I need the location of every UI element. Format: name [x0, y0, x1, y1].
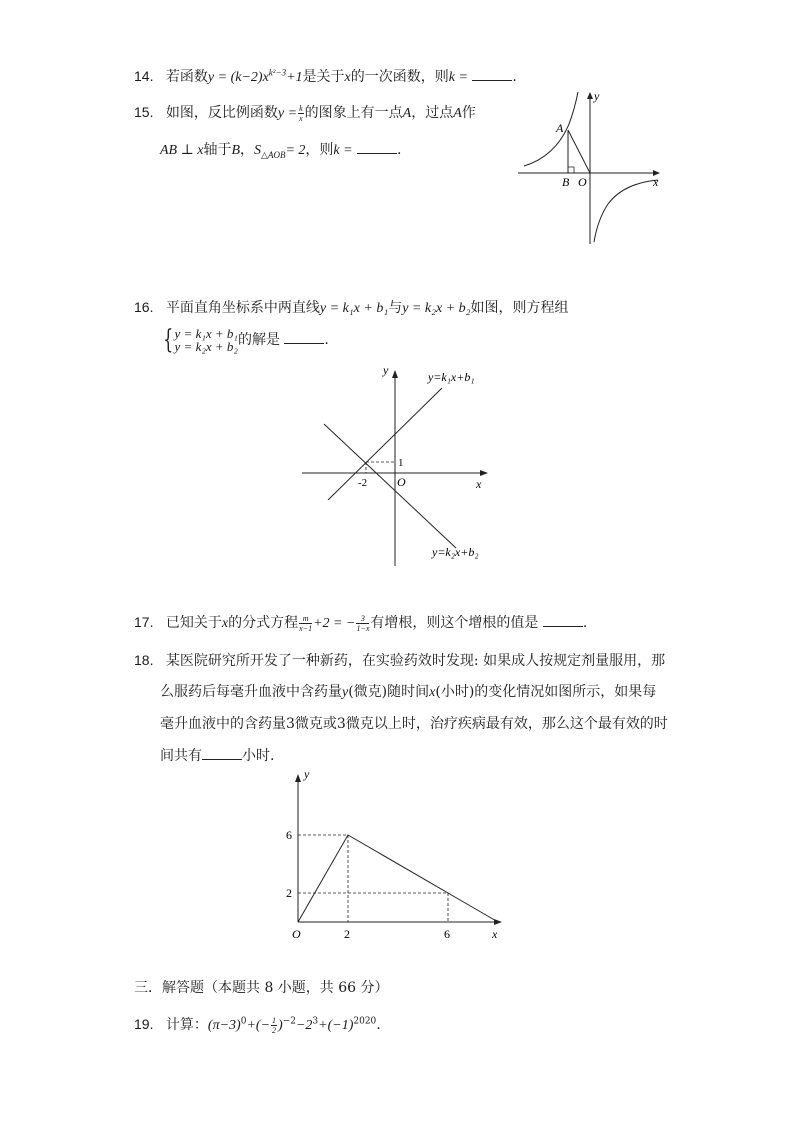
question-16-line-1: 16. 平面直角坐标系中两直线y = k₁x + b₁与y = k₂x + b₂如图，则方程组 — [134, 299, 569, 316]
x-tick-label: 6 — [444, 927, 450, 941]
label-a: A — [556, 121, 564, 135]
label-o: O — [397, 475, 406, 489]
y-tick-label: 6 — [286, 828, 292, 842]
q15-figure — [514, 86, 674, 246]
segment-ao — [568, 130, 590, 173]
axis-label-y: y — [304, 767, 310, 781]
label-y: y — [594, 89, 600, 103]
fraction: $\frac{1}{2}$ — [272, 1015, 277, 1035]
answer-blank — [472, 66, 512, 81]
label-line-2: y=k₂x+b₂ — [432, 545, 479, 559]
x-tick-label: 2 — [344, 927, 350, 941]
label-line-1: y=k₁x+b₁ — [428, 370, 475, 384]
y-axis-arrow — [587, 92, 593, 99]
answer-blank — [284, 329, 324, 344]
hyperbola-left-branch — [524, 92, 578, 166]
origin-label: O — [292, 927, 301, 941]
answer-blank — [202, 745, 242, 760]
fraction: $\frac{m}{x-1}$ — [299, 613, 313, 633]
question-15-line-2: AB ⊥ x轴于B，$S_{\triangle AOB}= 2$，则k = . — [160, 139, 402, 161]
x-axis-arrow — [480, 470, 488, 476]
question-18-line-2: 么服药后每毫升血液中含药量y(微克)随时间x(小时)的变化情况如图所示，如果每 — [160, 684, 657, 700]
label-minus-2: -2 — [358, 477, 368, 489]
label-1: 1 — [398, 457, 404, 469]
question-number: 16. — [134, 299, 154, 315]
fraction: $\frac{3}{1-x}$ — [356, 613, 370, 633]
right-angle-mark — [568, 167, 574, 173]
question-16-line-2: { y = k₁x + b₁ y = k₂x + b₂ 的解是 . — [163, 325, 329, 355]
answer-blank — [543, 612, 583, 627]
equation-system: y = k₁x + b₁ y = k₂x + b₂ — [174, 326, 238, 354]
question-17: 17. 已知关于x的分式方程 $\frac{m}{x-1}$ +2 = − $\frac{3}{1-x}$ 有增根，则这个增根的值是 . — [134, 613, 588, 633]
q18-chart — [280, 768, 510, 948]
label-x: x — [476, 477, 482, 491]
question-19: 19. 计算：$(\pi-3)^0+(-$ $\frac{1}{2}$ )$^{-2}-2^3+(-1)^{2020}$. — [134, 1015, 381, 1035]
hyperbola-right-branch — [594, 180, 658, 242]
label-o: O — [578, 175, 587, 189]
question-18-line-1: 18. 某医院研究所开发了一种新药，在实验药效时发现: 如果成人按规定剂量服用，那 — [134, 652, 666, 669]
y-axis-arrow — [392, 370, 398, 378]
question-14: 14. 若函数$y = (k-2)x^{k^2-3}+1$是关于x的一次函数，则k = . — [134, 67, 517, 85]
question-number: 17. — [134, 614, 154, 630]
q16-figure — [300, 362, 500, 572]
question-number: 19. — [134, 1016, 154, 1032]
fraction: $\frac{k}{x}$ — [299, 103, 303, 123]
question-number: 18. — [134, 652, 154, 668]
question-number: 14. — [134, 68, 154, 84]
question-18-line-3: 毫升血液中的含药量3微克或3微克以上时，治疗疾病最有效，那么这个最有效的时 — [160, 716, 668, 732]
answer-blank — [357, 139, 397, 154]
series-line — [298, 835, 498, 922]
label-x: x — [653, 175, 659, 189]
section-3-title: 三．解答题（本题共 8 小题，共 66 分） — [134, 980, 389, 996]
label-y: y — [383, 363, 389, 377]
question-15-line-1: 15. 如图，反比例函数y = $\frac{k}{x}$ 的图象上有一点A，过点A作 — [134, 103, 476, 123]
system-brace: { — [163, 325, 174, 355]
y-axis-arrow — [295, 774, 301, 782]
question-number: 15. — [134, 104, 154, 120]
y-tick-label: 2 — [286, 886, 292, 900]
line-k2-b2 — [324, 424, 456, 548]
axis-label-x: x — [492, 927, 498, 941]
label-b: B — [562, 175, 570, 189]
question-18-line-4: 间共有 小时. — [160, 745, 274, 766]
